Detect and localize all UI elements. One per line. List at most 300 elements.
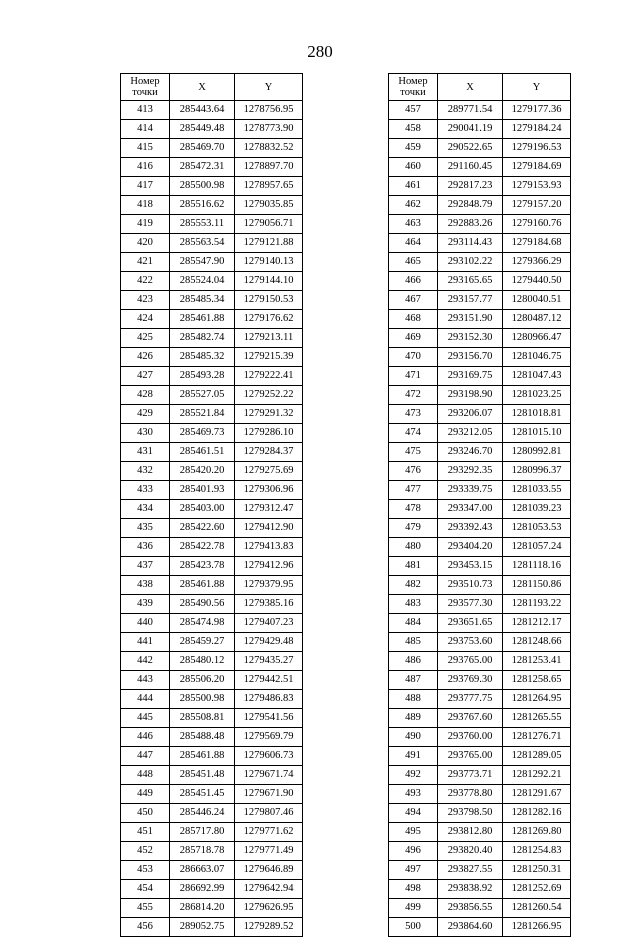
table-row	[389, 747, 571, 766]
y-coordinate-cell: 1279486.83	[235, 690, 303, 709]
x-coordinate-cell: 293765.00	[438, 652, 503, 671]
point-number-cell: 414	[121, 120, 170, 139]
y-coordinate-cell: 1280996.37	[503, 462, 571, 481]
x-coordinate-cell: 285461.88	[170, 576, 235, 595]
table-row	[389, 158, 571, 177]
y-coordinate-cell: 1279569.79	[235, 728, 303, 747]
table-row	[121, 291, 303, 310]
table-row	[121, 538, 303, 557]
point-number-cell: 451	[121, 823, 170, 842]
y-coordinate-cell: 1281254.83	[503, 842, 571, 861]
y-coordinate-cell: 1279429.48	[235, 633, 303, 652]
y-coordinate-cell: 1281150.86	[503, 576, 571, 595]
y-coordinate-cell: 1281264.95	[503, 690, 571, 709]
x-coordinate-cell: 293510.73	[438, 576, 503, 595]
table-row	[121, 633, 303, 652]
y-coordinate-cell: 1279306.96	[235, 481, 303, 500]
y-coordinate-cell: 1279222.41	[235, 367, 303, 386]
x-coordinate-cell: 285469.73	[170, 424, 235, 443]
y-coordinate-cell: 1279413.83	[235, 538, 303, 557]
x-coordinate-cell: 285506.20	[170, 671, 235, 690]
y-coordinate-cell: 1279160.76	[503, 215, 571, 234]
point-number-cell: 447	[121, 747, 170, 766]
x-coordinate-cell: 285461.51	[170, 443, 235, 462]
x-coordinate-cell: 285524.04	[170, 272, 235, 291]
x-coordinate-cell: 285563.54	[170, 234, 235, 253]
table-row	[389, 215, 571, 234]
table-row	[389, 253, 571, 272]
table-header-row	[121, 74, 303, 101]
y-coordinate-cell: 1279771.49	[235, 842, 303, 861]
table-row	[121, 234, 303, 253]
x-coordinate-cell: 285718.78	[170, 842, 235, 861]
point-number-cell: 500	[389, 918, 438, 937]
point-number-cell: 495	[389, 823, 438, 842]
x-coordinate-cell: 285717.80	[170, 823, 235, 842]
table-row	[389, 139, 571, 158]
y-coordinate-cell: 1279312.47	[235, 500, 303, 519]
point-number-cell: 419	[121, 215, 170, 234]
point-number-cell: 448	[121, 766, 170, 785]
table-row	[389, 405, 571, 424]
x-coordinate-cell: 285451.45	[170, 785, 235, 804]
point-number-cell: 431	[121, 443, 170, 462]
coordinates-table-left	[120, 73, 303, 937]
point-number-cell: 489	[389, 709, 438, 728]
x-coordinate-cell: 290522.65	[438, 139, 503, 158]
point-number-cell: 465	[389, 253, 438, 272]
y-coordinate-cell: 1281292.21	[503, 766, 571, 785]
y-coordinate-cell: 1279626.95	[235, 899, 303, 918]
y-coordinate-cell: 1278957.65	[235, 177, 303, 196]
y-coordinate-cell: 1281253.41	[503, 652, 571, 671]
x-coordinate-cell: 293765.00	[438, 747, 503, 766]
table-row	[121, 785, 303, 804]
table-row	[389, 443, 571, 462]
table-row	[121, 671, 303, 690]
point-number-cell: 441	[121, 633, 170, 652]
x-coordinate-cell: 285446.24	[170, 804, 235, 823]
y-coordinate-cell: 1279121.88	[235, 234, 303, 253]
table-row	[389, 728, 571, 747]
y-coordinate-cell: 1279176.62	[235, 310, 303, 329]
y-coordinate-cell: 1279056.71	[235, 215, 303, 234]
y-coordinate-cell: 1279035.85	[235, 196, 303, 215]
x-coordinate-cell: 293404.20	[438, 538, 503, 557]
table-row	[121, 842, 303, 861]
point-number-cell: 435	[121, 519, 170, 538]
y-coordinate-cell: 1281252.69	[503, 880, 571, 899]
point-number-cell: 499	[389, 899, 438, 918]
table-row	[121, 101, 303, 120]
table-row	[389, 899, 571, 918]
y-coordinate-cell: 1279771.62	[235, 823, 303, 842]
table-row	[121, 652, 303, 671]
point-number-cell: 418	[121, 196, 170, 215]
x-coordinate-cell: 293347.00	[438, 500, 503, 519]
x-coordinate-cell: 285449.48	[170, 120, 235, 139]
point-number-cell: 450	[121, 804, 170, 823]
x-coordinate-cell: 285490.56	[170, 595, 235, 614]
x-coordinate-cell: 292848.79	[438, 196, 503, 215]
point-number-cell: 491	[389, 747, 438, 766]
x-coordinate-cell: 293392.43	[438, 519, 503, 538]
point-number-cell: 470	[389, 348, 438, 367]
y-coordinate-cell: 1279541.56	[235, 709, 303, 728]
y-coordinate-cell: 1279157.20	[503, 196, 571, 215]
column-header-point-number: Номер точки	[121, 74, 170, 101]
table-row	[389, 652, 571, 671]
y-coordinate-cell: 1281047.43	[503, 367, 571, 386]
point-number-cell: 490	[389, 728, 438, 747]
table-row	[121, 139, 303, 158]
table-row	[389, 804, 571, 823]
point-number-cell: 493	[389, 785, 438, 804]
table-row	[121, 595, 303, 614]
x-coordinate-cell: 293838.92	[438, 880, 503, 899]
x-coordinate-cell: 293165.65	[438, 272, 503, 291]
point-number-cell: 498	[389, 880, 438, 899]
point-number-cell: 497	[389, 861, 438, 880]
point-number-cell: 459	[389, 139, 438, 158]
x-coordinate-cell: 285493.28	[170, 367, 235, 386]
table-row	[121, 348, 303, 367]
point-number-cell: 456	[121, 918, 170, 937]
point-number-cell: 434	[121, 500, 170, 519]
table-row	[121, 310, 303, 329]
y-coordinate-cell: 1279412.96	[235, 557, 303, 576]
point-number-cell: 466	[389, 272, 438, 291]
table-row	[389, 329, 571, 348]
point-number-cell: 487	[389, 671, 438, 690]
page-number: 280	[307, 42, 333, 61]
y-coordinate-cell: 1281039.23	[503, 500, 571, 519]
table-row	[121, 424, 303, 443]
point-number-cell: 440	[121, 614, 170, 633]
point-number-cell: 424	[121, 310, 170, 329]
x-coordinate-cell: 293198.90	[438, 386, 503, 405]
point-number-cell: 425	[121, 329, 170, 348]
y-coordinate-cell: 1279646.89	[235, 861, 303, 880]
table-row	[389, 880, 571, 899]
x-coordinate-cell: 293453.15	[438, 557, 503, 576]
y-coordinate-cell: 1278897.70	[235, 158, 303, 177]
point-number-cell: 439	[121, 595, 170, 614]
y-coordinate-cell: 1280487.12	[503, 310, 571, 329]
table-row	[121, 177, 303, 196]
table-header-row	[389, 74, 571, 101]
table-row	[389, 500, 571, 519]
table-row	[121, 120, 303, 139]
table-row	[121, 880, 303, 899]
table-row	[121, 443, 303, 462]
point-number-cell: 464	[389, 234, 438, 253]
table-row	[389, 576, 571, 595]
table-row	[389, 633, 571, 652]
y-coordinate-cell: 1280966.47	[503, 329, 571, 348]
y-coordinate-cell: 1281018.81	[503, 405, 571, 424]
x-coordinate-cell: 285443.64	[170, 101, 235, 120]
x-coordinate-cell: 285485.32	[170, 348, 235, 367]
x-coordinate-cell: 285480.12	[170, 652, 235, 671]
point-number-cell: 429	[121, 405, 170, 424]
x-coordinate-cell: 285474.98	[170, 614, 235, 633]
y-coordinate-cell: 1281276.71	[503, 728, 571, 747]
y-coordinate-cell: 1279606.73	[235, 747, 303, 766]
table-row	[121, 386, 303, 405]
y-coordinate-cell: 1279412.90	[235, 519, 303, 538]
x-coordinate-cell: 285451.48	[170, 766, 235, 785]
point-number-cell: 446	[121, 728, 170, 747]
point-number-cell: 454	[121, 880, 170, 899]
table-row	[389, 234, 571, 253]
table-row	[389, 177, 571, 196]
x-coordinate-cell: 285527.05	[170, 386, 235, 405]
point-number-cell: 443	[121, 671, 170, 690]
x-coordinate-cell: 292817.23	[438, 177, 503, 196]
y-coordinate-cell: 1281260.54	[503, 899, 571, 918]
point-number-cell: 453	[121, 861, 170, 880]
table-row	[389, 861, 571, 880]
y-coordinate-cell: 1279807.46	[235, 804, 303, 823]
point-number-cell: 458	[389, 120, 438, 139]
y-coordinate-cell: 1279215.39	[235, 348, 303, 367]
y-coordinate-cell: 1279442.51	[235, 671, 303, 690]
column-header-x: X	[170, 74, 235, 101]
column-header-point-number: Номер точки	[389, 74, 438, 101]
y-coordinate-cell: 1279184.24	[503, 120, 571, 139]
table-row	[389, 310, 571, 329]
y-coordinate-cell: 1279366.29	[503, 253, 571, 272]
y-coordinate-cell: 1281212.17	[503, 614, 571, 633]
y-coordinate-cell: 1279184.68	[503, 234, 571, 253]
y-coordinate-cell: 1281023.25	[503, 386, 571, 405]
table-row	[389, 842, 571, 861]
x-coordinate-cell: 293152.30	[438, 329, 503, 348]
x-coordinate-cell: 293777.75	[438, 690, 503, 709]
table-row	[121, 367, 303, 386]
x-coordinate-cell: 293206.07	[438, 405, 503, 424]
table-row	[389, 462, 571, 481]
point-number-cell: 428	[121, 386, 170, 405]
point-number-cell: 486	[389, 652, 438, 671]
point-number-cell: 413	[121, 101, 170, 120]
point-number-cell: 422	[121, 272, 170, 291]
table-row	[121, 766, 303, 785]
x-coordinate-cell: 285422.60	[170, 519, 235, 538]
x-coordinate-cell: 293864.60	[438, 918, 503, 937]
point-number-cell: 444	[121, 690, 170, 709]
table-row	[389, 709, 571, 728]
point-number-cell: 494	[389, 804, 438, 823]
table-row	[389, 367, 571, 386]
y-coordinate-cell: 1281118.16	[503, 557, 571, 576]
point-number-cell: 478	[389, 500, 438, 519]
x-coordinate-cell: 293767.60	[438, 709, 503, 728]
x-coordinate-cell: 293577.30	[438, 595, 503, 614]
point-number-cell: 492	[389, 766, 438, 785]
y-coordinate-cell: 1281265.55	[503, 709, 571, 728]
point-number-cell: 455	[121, 899, 170, 918]
x-coordinate-cell: 293760.00	[438, 728, 503, 747]
y-coordinate-cell: 1278756.95	[235, 101, 303, 120]
point-number-cell: 474	[389, 424, 438, 443]
point-number-cell: 480	[389, 538, 438, 557]
point-number-cell: 417	[121, 177, 170, 196]
y-coordinate-cell: 1281057.24	[503, 538, 571, 557]
table-row	[121, 747, 303, 766]
y-coordinate-cell: 1278832.52	[235, 139, 303, 158]
table-row	[389, 120, 571, 139]
point-number-cell: 415	[121, 139, 170, 158]
table-row	[389, 595, 571, 614]
y-coordinate-cell: 1279286.10	[235, 424, 303, 443]
table-row	[121, 462, 303, 481]
y-coordinate-cell: 1280040.51	[503, 291, 571, 310]
x-coordinate-cell: 293820.40	[438, 842, 503, 861]
x-coordinate-cell: 285553.11	[170, 215, 235, 234]
table-row	[389, 918, 571, 937]
x-coordinate-cell: 290041.19	[438, 120, 503, 139]
point-number-cell: 469	[389, 329, 438, 348]
table-row	[121, 557, 303, 576]
point-number-cell: 442	[121, 652, 170, 671]
table-row	[389, 785, 571, 804]
y-coordinate-cell: 1281053.53	[503, 519, 571, 538]
y-coordinate-cell: 1279184.69	[503, 158, 571, 177]
x-coordinate-cell: 293246.70	[438, 443, 503, 462]
table-row	[121, 158, 303, 177]
x-coordinate-cell: 285469.70	[170, 139, 235, 158]
point-number-cell: 445	[121, 709, 170, 728]
table-row	[121, 728, 303, 747]
point-number-cell: 477	[389, 481, 438, 500]
x-coordinate-cell: 293212.05	[438, 424, 503, 443]
table-row	[121, 215, 303, 234]
point-number-cell: 420	[121, 234, 170, 253]
point-number-cell: 452	[121, 842, 170, 861]
x-coordinate-cell: 293773.71	[438, 766, 503, 785]
x-coordinate-cell: 293651.65	[438, 614, 503, 633]
y-coordinate-cell: 1279407.23	[235, 614, 303, 633]
y-coordinate-cell: 1279291.32	[235, 405, 303, 424]
table-row	[121, 899, 303, 918]
y-coordinate-cell: 1279213.11	[235, 329, 303, 348]
y-coordinate-cell: 1281033.55	[503, 481, 571, 500]
table-row	[389, 519, 571, 538]
point-number-cell: 483	[389, 595, 438, 614]
point-number-cell: 484	[389, 614, 438, 633]
point-number-cell: 433	[121, 481, 170, 500]
y-coordinate-cell: 1279671.90	[235, 785, 303, 804]
point-number-cell: 488	[389, 690, 438, 709]
x-coordinate-cell: 285459.27	[170, 633, 235, 652]
table-row	[121, 614, 303, 633]
x-coordinate-cell: 293856.55	[438, 899, 503, 918]
x-coordinate-cell: 285547.90	[170, 253, 235, 272]
y-coordinate-cell: 1280992.81	[503, 443, 571, 462]
x-coordinate-cell: 293156.70	[438, 348, 503, 367]
x-coordinate-cell: 285521.84	[170, 405, 235, 424]
y-coordinate-cell: 1279440.50	[503, 272, 571, 291]
point-number-cell: 438	[121, 576, 170, 595]
table-row	[389, 766, 571, 785]
y-coordinate-cell: 1279196.53	[503, 139, 571, 158]
point-number-cell: 460	[389, 158, 438, 177]
y-coordinate-cell: 1279671.74	[235, 766, 303, 785]
table-row	[121, 196, 303, 215]
x-coordinate-cell: 293114.43	[438, 234, 503, 253]
x-coordinate-cell: 293778.80	[438, 785, 503, 804]
table-row	[389, 614, 571, 633]
table-row	[389, 690, 571, 709]
y-coordinate-cell: 1279435.27	[235, 652, 303, 671]
point-number-cell: 457	[389, 101, 438, 120]
y-coordinate-cell: 1281266.95	[503, 918, 571, 937]
y-coordinate-cell: 1281250.31	[503, 861, 571, 880]
table-row	[389, 424, 571, 443]
point-number-cell: 479	[389, 519, 438, 538]
x-coordinate-cell: 285500.98	[170, 177, 235, 196]
table-row	[389, 557, 571, 576]
x-coordinate-cell: 293769.30	[438, 671, 503, 690]
x-coordinate-cell: 292883.26	[438, 215, 503, 234]
x-coordinate-cell: 285482.74	[170, 329, 235, 348]
column-header-y: Y	[503, 74, 571, 101]
table-row	[121, 405, 303, 424]
y-coordinate-cell: 1279144.10	[235, 272, 303, 291]
table-row	[121, 481, 303, 500]
y-coordinate-cell: 1281269.80	[503, 823, 571, 842]
table-row	[121, 861, 303, 880]
table-row	[389, 823, 571, 842]
point-number-cell: 436	[121, 538, 170, 557]
point-number-cell: 432	[121, 462, 170, 481]
y-coordinate-cell: 1279275.69	[235, 462, 303, 481]
x-coordinate-cell: 285461.88	[170, 310, 235, 329]
x-coordinate-cell: 293151.90	[438, 310, 503, 329]
table-row	[121, 500, 303, 519]
point-number-cell: 423	[121, 291, 170, 310]
table-row	[121, 709, 303, 728]
table-row	[121, 329, 303, 348]
x-coordinate-cell: 293169.75	[438, 367, 503, 386]
x-coordinate-cell: 285508.81	[170, 709, 235, 728]
point-number-cell: 471	[389, 367, 438, 386]
x-coordinate-cell: 285401.93	[170, 481, 235, 500]
y-coordinate-cell: 1281015.10	[503, 424, 571, 443]
y-coordinate-cell: 1281282.16	[503, 804, 571, 823]
y-coordinate-cell: 1279150.53	[235, 291, 303, 310]
table-row	[389, 196, 571, 215]
x-coordinate-cell: 285516.62	[170, 196, 235, 215]
y-coordinate-cell: 1279284.37	[235, 443, 303, 462]
point-number-cell: 482	[389, 576, 438, 595]
y-coordinate-cell: 1279177.36	[503, 101, 571, 120]
point-number-cell: 449	[121, 785, 170, 804]
point-number-cell: 473	[389, 405, 438, 424]
point-number-cell: 496	[389, 842, 438, 861]
column-header-x: X	[438, 74, 503, 101]
x-coordinate-cell: 286663.07	[170, 861, 235, 880]
table-row	[121, 253, 303, 272]
y-coordinate-cell: 1281248.66	[503, 633, 571, 652]
point-number-cell: 472	[389, 386, 438, 405]
x-coordinate-cell: 289771.54	[438, 101, 503, 120]
y-coordinate-cell: 1279385.16	[235, 595, 303, 614]
x-coordinate-cell: 285420.20	[170, 462, 235, 481]
x-coordinate-cell: 285422.78	[170, 538, 235, 557]
